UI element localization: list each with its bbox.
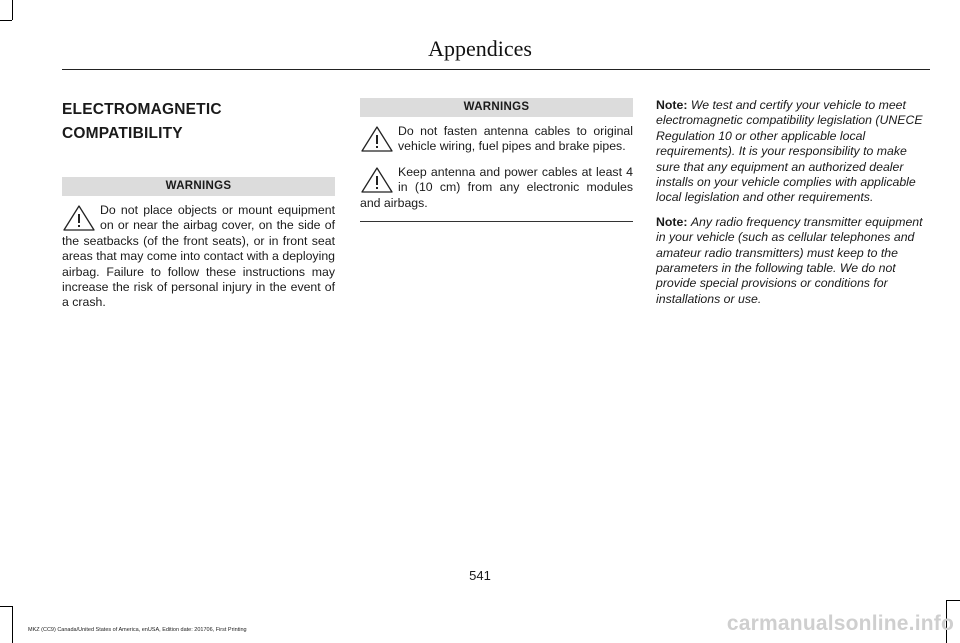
warning-triangle-icon xyxy=(360,166,394,194)
column-right xyxy=(656,98,932,316)
warnings-end-rule xyxy=(360,221,633,222)
crop-mark xyxy=(12,0,13,20)
note-paragraph xyxy=(656,215,932,307)
warning-triangle-icon xyxy=(360,125,394,153)
crop-mark xyxy=(12,606,13,643)
warning-item xyxy=(62,203,335,311)
warning-text: Do not fasten antenna cables to original vehicle wiring, fuel pipes and brake pipes. xyxy=(398,124,633,154)
footer-edition-text: MKZ (CC9) Canada/United States of America, enUSA, Edition date: 201706, First Printing xyxy=(28,627,247,633)
section-title-line1: ELECTROMAGNETIC xyxy=(62,101,222,118)
note-paragraph xyxy=(656,98,932,206)
header-rule xyxy=(62,69,930,70)
warnings-header: WARNINGS xyxy=(360,98,633,117)
warning-text: Do not place objects or mount equipment on or near the airbag cover, on the side of the seatbacks (of the front seats), or in front seat areas that may come into contact with a deploying airbag. Failure to follow these instructions may increase the risk of personal injury in the event of a crash. xyxy=(62,203,335,310)
note-label: Note: xyxy=(656,98,691,112)
page-number: 541 xyxy=(469,568,491,583)
note-text: Any radio frequency transmitter equipment in your vehicle (such as cellular telephones and amateur radio transmitters) must keep to the parameters in the following table. We do not provide special provisions or conditions for installations or use. xyxy=(656,214,923,306)
crop-mark xyxy=(0,20,12,21)
crop-mark xyxy=(0,606,12,607)
warnings-header: WARNINGS xyxy=(62,177,335,196)
warning-item xyxy=(360,165,633,211)
column-middle xyxy=(360,98,633,222)
page-header-title: Appendices xyxy=(428,36,532,61)
warning-item xyxy=(360,124,633,155)
note-text: We test and certify your vehicle to meet electromagnetic compatibility legislation (UNECE Regulation 10 or other applicable local requirements). It is your responsibility to make sure that any equipment an authorized dealer installs on your vehicle complies with applicable local legislation and other requirements. xyxy=(656,98,923,205)
warning-triangle-icon xyxy=(62,204,96,232)
column-left xyxy=(62,98,335,311)
crop-mark xyxy=(947,600,960,601)
note-label: Note: xyxy=(656,214,691,229)
section-title-line2: COMPATIBILITY xyxy=(62,125,183,142)
warning-text: Keep antenna and power cables at least 4 in (10 cm) from any electronic modules and airbags. xyxy=(360,164,633,210)
watermark: carmanualsonline.info xyxy=(726,612,954,635)
section-title xyxy=(62,98,335,146)
